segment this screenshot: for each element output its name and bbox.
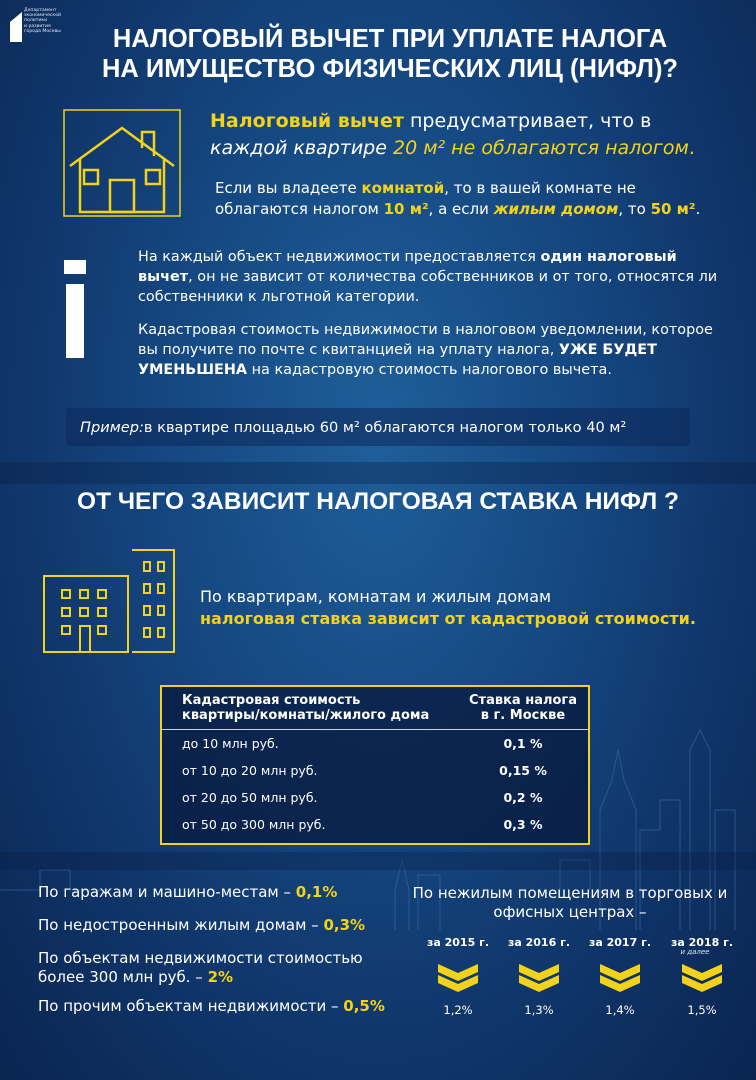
table-row: до 10 млн руб. 0,1 % — [182, 735, 543, 751]
table-row: от 20 до 50 млн руб. 0,2 % — [182, 789, 543, 805]
section-divider — [0, 852, 756, 870]
tax-rate-table — [160, 685, 590, 845]
house-icon — [62, 108, 182, 218]
year-note: и далее — [680, 948, 710, 956]
info-paragraph-one-deduction: На каждый объект недвижимости предоставляется один налоговый вычет, он не зависит от количества собственников и от того, относятся ли собственники к льготной категории. — [138, 249, 718, 305]
year-label: за 2015 г. — [426, 936, 489, 949]
page-title: НАЛОГОВЫЙ ВЫЧЕТ ПРИ УПЛАТЕ НАЛОГА НА ИМУЩЕСТВО ФИЗИЧЕСКИХ ЛИЦ (НИФЛ)? — [101, 25, 679, 83]
chevron-down-icon — [598, 962, 642, 992]
apartment-buildings-icon — [40, 546, 180, 656]
expensive-property-rate: По объектам недвижимости стоимостью более 300 млн руб. – 2% — [38, 949, 363, 986]
commercial-rate-title: По нежилым помещениям в торговых и офисных центрах – — [412, 884, 728, 921]
chevron-down-icon — [517, 962, 561, 992]
chevron-down-icon — [680, 962, 724, 992]
commercial-rate-value: 1,4% — [605, 1003, 635, 1017]
commercial-rate-value: 1,2% — [443, 1003, 473, 1017]
other-property-rate: По прочим объектам недвижимости – 0,5% — [38, 997, 385, 1015]
chevron-down-icon — [436, 962, 480, 992]
table-header-rate: Ставка налога в г. Москве — [458, 687, 588, 730]
unfinished-house-rate: По недостроенным жилым домам – 0,3% — [38, 916, 366, 934]
department-logo-text: Департамент экономической политики и развития города Москвы — [24, 8, 62, 34]
year-label: за 2018 г. — [670, 936, 733, 949]
commercial-rate-value: 1,3% — [524, 1003, 554, 1017]
rate-intro-text: По квартирам, комнатам и жилым домам налоговая ставка зависит от кадастровой стоимости. — [200, 587, 696, 628]
info-icon — [60, 260, 90, 360]
section-divider — [0, 462, 756, 484]
section-title-rate: ОТ ЧЕГО ЗАВИСИТ НАЛОГОВАЯ СТАВКА НИФЛ ? — [77, 488, 679, 515]
room-and-house-deduction: Если вы владеете комнатой, то в вашей комнате не облагаются налогом 10 м², а если жилым домом, то 50 м². — [215, 179, 701, 218]
info-paragraph-cadastral-value: Кадастровая стоимость недвижимости в налоговом уведомлении, которое вы получите по почте с квитанцией на уплату налога, УЖЕ БУДЕТ УМЕНЬШЕНА на кадастровую стоимость налогового вычета. — [138, 322, 713, 378]
year-label: за 2016 г. — [507, 936, 570, 949]
table-row: от 50 до 300 млн руб. 0,3 % — [182, 816, 543, 832]
garage-rate: По гаражам и машино-местам – 0,1% — [38, 883, 338, 901]
year-label: за 2017 г. — [588, 936, 651, 949]
example-box: Пример: в квартире площадью 60 м² облагаются налогом только 40 м² — [66, 408, 690, 446]
deduction-description: Налоговый вычет предусматривает, что в каждой квартире 20 м² не облагаются налогом. — [210, 110, 695, 159]
commercial-rate-value: 1,5% — [687, 1003, 717, 1017]
table-header-cadastral: Кадастровая стоимость квартиры/комнаты/жилого дома — [162, 687, 458, 730]
table-row: от 10 до 20 млн руб. 0,15 % — [182, 762, 547, 778]
